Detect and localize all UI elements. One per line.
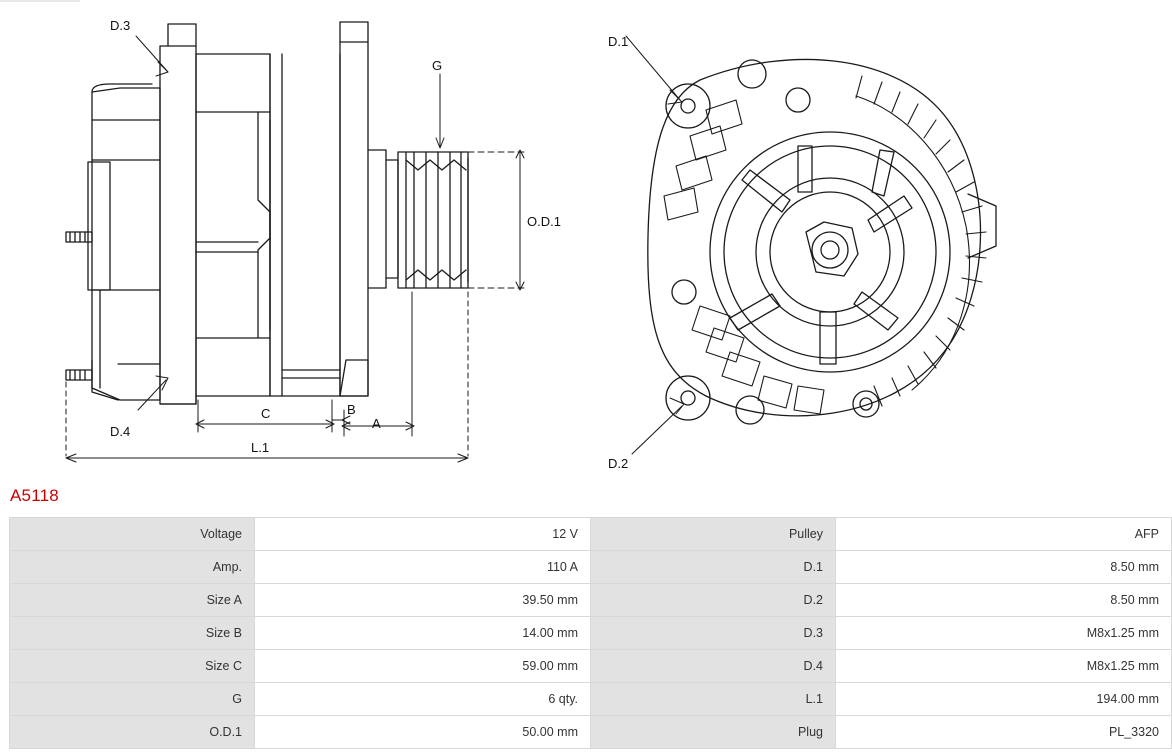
spec-label-right: L.1 xyxy=(591,683,836,716)
spec-label-left: G xyxy=(10,683,255,716)
table-row xyxy=(10,551,1172,584)
spec-value-left: 14.00 mm xyxy=(255,617,591,650)
spec-table-body xyxy=(10,518,1172,749)
spec-label-right: Pulley xyxy=(591,518,836,551)
spec-label-left: Size A xyxy=(10,584,255,617)
label-b: B xyxy=(347,402,356,417)
label-d4: D.4 xyxy=(110,424,131,439)
specification-table xyxy=(9,517,1172,749)
spec-value-right: PL_3320 xyxy=(836,716,1172,749)
spec-label-left: Size B xyxy=(10,617,255,650)
label-od1: O.D.1 xyxy=(527,214,561,229)
spec-value-right: M8x1.25 mm xyxy=(836,650,1172,683)
front-leader-lines xyxy=(626,36,684,454)
front-vent-slots xyxy=(664,100,824,414)
spec-value-right: 194.00 mm xyxy=(836,683,1172,716)
spec-value-left: 50.00 mm xyxy=(255,716,591,749)
table-row xyxy=(10,518,1172,551)
table-row xyxy=(10,584,1172,617)
pulley-outline xyxy=(398,152,468,288)
front-view-housing xyxy=(648,59,981,415)
table-row xyxy=(10,716,1172,749)
spec-value-left: 6 qty. xyxy=(255,683,591,716)
dimension-od1 xyxy=(468,152,524,288)
label-d1: D.1 xyxy=(608,34,629,49)
dimension-od1-arrow xyxy=(516,150,524,290)
spec-label-left: Voltage xyxy=(10,518,255,551)
spec-label-right: D.3 xyxy=(591,617,836,650)
spec-value-right: 8.50 mm xyxy=(836,584,1172,617)
spec-label-right: Plug xyxy=(591,716,836,749)
spec-value-right: M8x1.25 mm xyxy=(836,617,1172,650)
spec-label-left: Amp. xyxy=(10,551,255,584)
label-g: G xyxy=(432,58,443,73)
dimension-l1-arrow xyxy=(66,454,468,462)
spec-value-left: 59.00 mm xyxy=(255,650,591,683)
spec-value-left: 39.50 mm xyxy=(255,584,591,617)
label-a: A xyxy=(372,416,381,431)
label-l1: L.1 xyxy=(251,440,270,455)
spec-label-left: Size C xyxy=(10,650,255,683)
label-c: C xyxy=(261,406,271,421)
spec-value-right: 8.50 mm xyxy=(836,551,1172,584)
part-number: A5118 xyxy=(10,486,59,505)
top-mount-ear xyxy=(168,22,368,46)
label-d2: D.2 xyxy=(608,456,629,471)
spec-value-right: AFP xyxy=(836,518,1172,551)
spec-label-left: O.D.1 xyxy=(10,716,255,749)
spec-value-left: 12 V xyxy=(255,518,591,551)
table-row xyxy=(10,617,1172,650)
rear-housing-outline xyxy=(88,84,160,400)
table-row xyxy=(10,683,1172,716)
stator-body-outline xyxy=(160,42,368,404)
spec-label-right: D.2 xyxy=(591,584,836,617)
spec-label-right: D.1 xyxy=(591,551,836,584)
front-mount-bosses xyxy=(666,60,996,424)
spec-label-right: D.4 xyxy=(591,650,836,683)
bottom-foot xyxy=(92,360,160,400)
front-cooling-fins xyxy=(856,76,986,406)
spec-value-left: 110 A xyxy=(255,551,591,584)
table-row xyxy=(10,650,1172,683)
label-d3: D.3 xyxy=(110,18,131,33)
